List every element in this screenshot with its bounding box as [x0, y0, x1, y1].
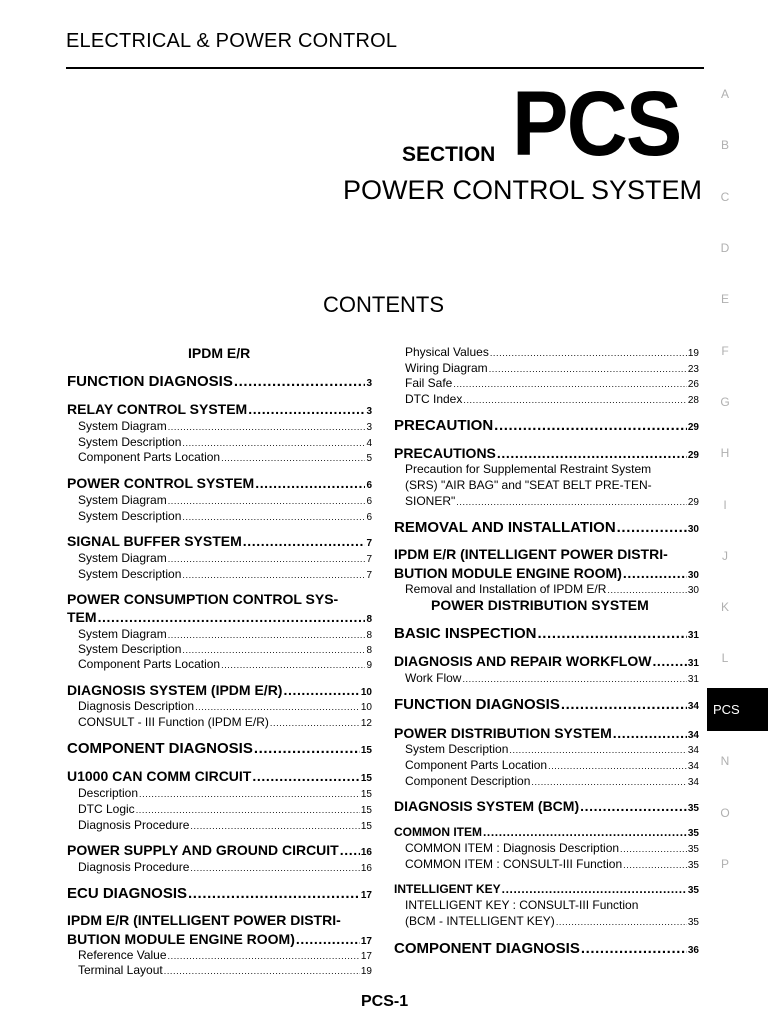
toc-subentry[interactable]: DTC Logic ..... 15	[78, 802, 372, 816]
index-tab-b[interactable]: B	[720, 138, 729, 152]
toc-entry[interactable]: FUNCTION DIAGNOSIS ..... 34	[394, 696, 699, 713]
toc-entry[interactable]: SIGNAL BUFFER SYSTEM ..... 7	[67, 533, 372, 549]
toc-subentry[interactable]: Description ..... 15	[78, 786, 372, 800]
page-number: PCS-1	[361, 993, 409, 1010]
toc-entry[interactable]: COMMON ITEM ..... 35	[394, 825, 699, 839]
section-label: SECTION	[402, 143, 496, 166]
toc-subentry[interactable]: Component Parts Location ..... 5	[78, 450, 372, 464]
toc-entry[interactable]: INTELLIGENT KEY ..... 35	[394, 882, 699, 896]
toc-subentry[interactable]: DTC Index ..... 28	[405, 392, 699, 406]
toc-entry[interactable]: RELAY CONTROL SYSTEM ..... 3	[67, 401, 372, 417]
toc-entry[interactable]: COMPONENT DIAGNOSIS ..... 15	[67, 740, 372, 757]
index-tab-n[interactable]: N	[720, 754, 730, 768]
toc-subentry[interactable]: CONSULT - III Function (IPDM E/R) ..... 12	[78, 715, 372, 729]
toc-entry[interactable]: POWER CONTROL SYSTEM ..... 6	[67, 475, 372, 491]
toc-entry[interactable]: BUTION MODULE ENGINE ROOM) ..... 17	[67, 931, 372, 947]
toc-subentry[interactable]: System Diagram ..... 3	[78, 419, 372, 433]
index-tab-j[interactable]: J	[722, 549, 728, 563]
index-tab-a[interactable]: A	[720, 87, 729, 101]
toc-entry[interactable]: TEM ..... 8	[67, 609, 372, 625]
index-tab-i[interactable]: I	[723, 498, 727, 512]
toc-group-heading: IPDM E/R	[188, 345, 251, 361]
toc-entry[interactable]: REMOVAL AND INSTALLATION ..... 30	[394, 519, 699, 536]
toc-subentry[interactable]: Terminal Layout ..... 19	[78, 963, 372, 977]
toc-entry[interactable]: U1000 CAN COMM CIRCUIT ..... 15	[67, 768, 372, 784]
toc-subentry[interactable]: System Description ..... 7	[78, 567, 372, 581]
index-tab-k[interactable]: K	[720, 600, 729, 614]
header-divider	[66, 67, 704, 69]
index-tab-g[interactable]: G	[720, 395, 730, 409]
toc-subentry[interactable]: System Diagram ..... 7	[78, 551, 372, 565]
toc-subentry[interactable]: System Description ..... 8	[78, 642, 372, 656]
toc-subentry[interactable]: System Description ..... 6	[78, 509, 372, 523]
toc-subentry[interactable]: COMMON ITEM : CONSULT-III Function ..... 35	[405, 857, 699, 871]
toc-subentry[interactable]: System Description ..... 4	[78, 435, 372, 449]
toc-subentry-line2[interactable]: (SRS) "AIR BAG" and "SEAT BELT PRE-TEN-	[405, 478, 652, 492]
section-name: POWER CONTROL SYSTEM	[342, 175, 702, 205]
toc-group-heading: POWER DISTRIBUTION SYSTEM	[431, 597, 649, 613]
toc-subentry[interactable]: Removal and Installation of IPDM E/R ..... 30	[405, 582, 699, 596]
toc-subentry[interactable]: System Diagram ..... 8	[78, 627, 372, 641]
toc-entry[interactable]: DIAGNOSIS SYSTEM (BCM) ..... 35	[394, 798, 699, 814]
toc-entry[interactable]: ECU DIAGNOSIS ..... 17	[67, 885, 372, 902]
toc-entry[interactable]: FUNCTION DIAGNOSIS ..... 3	[67, 373, 372, 390]
index-tab-o[interactable]: O	[720, 806, 730, 820]
toc-subentry[interactable]: Component Parts Location ..... 9	[78, 657, 372, 671]
toc-subentry[interactable]: Physical Values ..... 19	[405, 345, 699, 359]
toc-subentry[interactable]: Work Flow ..... 31	[405, 671, 699, 685]
toc-subentry[interactable]: COMMON ITEM : Diagnosis Description ..... 35	[405, 841, 699, 855]
toc-entry-line1[interactable]: POWER CONSUMPTION CONTROL SYS-	[67, 591, 339, 607]
toc-subentry[interactable]: Component Description ..... 34	[405, 774, 699, 788]
manual-chapter-title: ELECTRICAL & POWER CONTROL	[66, 30, 398, 52]
toc-subentry[interactable]: Component Parts Location ..... 34	[405, 758, 699, 772]
toc-entry-line1[interactable]: IPDM E/R (INTELLIGENT POWER DISTRI-	[394, 546, 668, 562]
toc-subentry[interactable]: Wiring Diagram ..... 23	[405, 361, 699, 375]
toc-subentry[interactable]: Diagnosis Procedure ..... 15	[78, 818, 372, 832]
contents-title: CONTENTS	[323, 292, 444, 317]
toc-subentry[interactable]: System Description ..... 34	[405, 742, 699, 756]
toc-subentry[interactable]: (BCM - INTELLIGENT KEY) ..... 35	[405, 914, 699, 928]
toc-entry-line1[interactable]: IPDM E/R (INTELLIGENT POWER DISTRI-	[67, 912, 341, 928]
index-tab-e[interactable]: E	[720, 292, 729, 306]
toc-subentry[interactable]: Diagnosis Procedure ..... 16	[78, 860, 372, 874]
toc-entry[interactable]: POWER SUPPLY AND GROUND CIRCUIT ..... 16	[67, 842, 372, 858]
toc-subentry[interactable]: Fail Safe ..... 26	[405, 376, 699, 390]
toc-subentry-line1[interactable]: INTELLIGENT KEY : CONSULT-III Function	[405, 898, 639, 912]
toc-entry[interactable]: DIAGNOSIS AND REPAIR WORKFLOW ..... 31	[394, 653, 699, 669]
toc-subentry-line1[interactable]: Precaution for Supplemental Restraint System	[405, 462, 652, 476]
toc-entry[interactable]: BUTION MODULE ENGINE ROOM) ..... 30	[394, 565, 699, 581]
toc-entry[interactable]: COMPONENT DIAGNOSIS ..... 36	[394, 940, 699, 957]
index-tab-l[interactable]: L	[721, 651, 729, 665]
index-tab-f[interactable]: F	[721, 344, 729, 358]
section-code: PCS	[512, 73, 681, 175]
index-tab-p[interactable]: P	[720, 857, 729, 871]
toc-subentry[interactable]: SIONER" ..... 29	[405, 494, 699, 508]
toc-entry[interactable]: PRECAUTION ..... 29	[394, 417, 699, 434]
toc-entry[interactable]: DIAGNOSIS SYSTEM (IPDM E/R) ..... 10	[67, 682, 372, 698]
toc-entry[interactable]: BASIC INSPECTION ..... 31	[394, 625, 699, 642]
toc-subentry[interactable]: System Diagram ..... 6	[78, 493, 372, 507]
index-tab-d[interactable]: D	[720, 241, 730, 255]
index-tab-c[interactable]: C	[720, 190, 730, 204]
toc-subentry[interactable]: Diagnosis Description ..... 10	[78, 699, 372, 713]
index-tab-pcs-active[interactable]: PCS	[707, 688, 768, 731]
toc-subentry[interactable]: Reference Value ..... 17	[78, 948, 372, 962]
index-tab-h[interactable]: H	[720, 446, 730, 460]
toc-entry[interactable]: POWER DISTRIBUTION SYSTEM ..... 34	[394, 725, 699, 741]
toc-entry[interactable]: PRECAUTIONS ..... 29	[394, 445, 699, 461]
